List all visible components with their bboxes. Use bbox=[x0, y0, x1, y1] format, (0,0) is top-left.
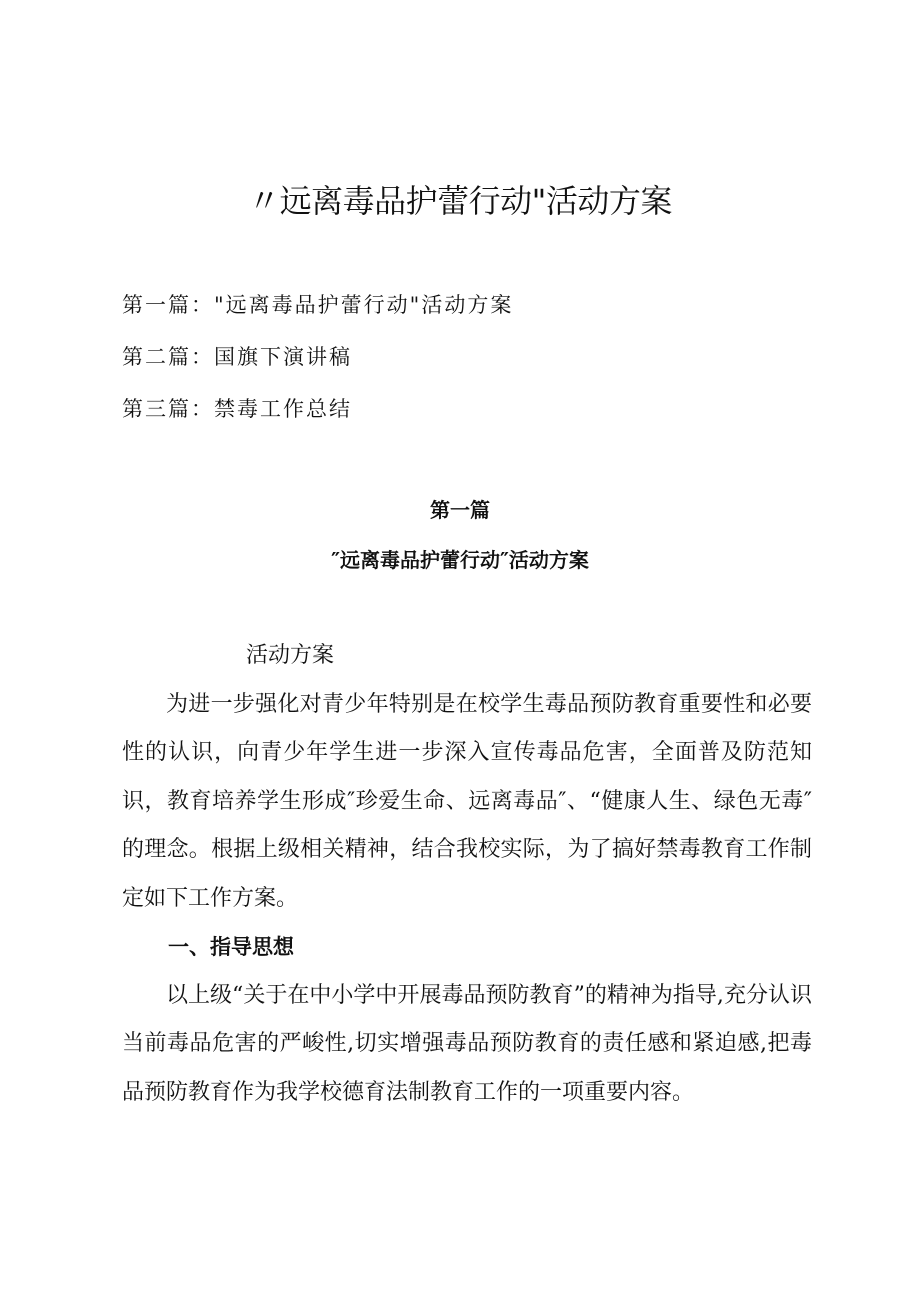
section-title: ″远离毒品护蕾行动″活动方案 bbox=[331, 548, 589, 572]
plan-subheading: 活动方案 bbox=[246, 643, 335, 668]
table-of-contents bbox=[122, 288, 513, 444]
body-text bbox=[122, 632, 812, 1117]
document-title: 〃远离毒品护蕾行动"活动方案 bbox=[248, 182, 672, 220]
intro-paragraph: 为进一步强化对青少年特别是在校学生毒品预防教育重要性和必要性的认识，向青少年学生进一步深入宣传毒品危害，全面普及防范知识，教育培养学生形成″珍爱生命、远离毒品″、“健康人生、绿色无毒″的理念。根据上级相关精神，结合我校实际，为了搞好禁毒教育工作制定如下工作方案。 bbox=[122, 691, 812, 911]
toc-item-1: 第一篇："远离毒品护蕾行动"活动方案 bbox=[122, 293, 514, 317]
guiding-thought-heading: 一、指导思想 bbox=[168, 935, 294, 959]
toc-item-2: 第二篇：国旗下演讲稿 bbox=[122, 345, 352, 369]
toc-item-3: 第三篇：禁毒工作总结 bbox=[122, 397, 352, 421]
guiding-thought-paragraph: 以上级“关于在中小学中开展毒品预防教育”的精神为指导,充分认识当前毒品危害的严峻性,切实增强毒品预防教育的责任感和紧迫感,把毒品预防教育作为我学校德育法制教育工作的一项重要内容。 bbox=[122, 982, 812, 1105]
section-label: 第一篇 bbox=[430, 498, 490, 522]
